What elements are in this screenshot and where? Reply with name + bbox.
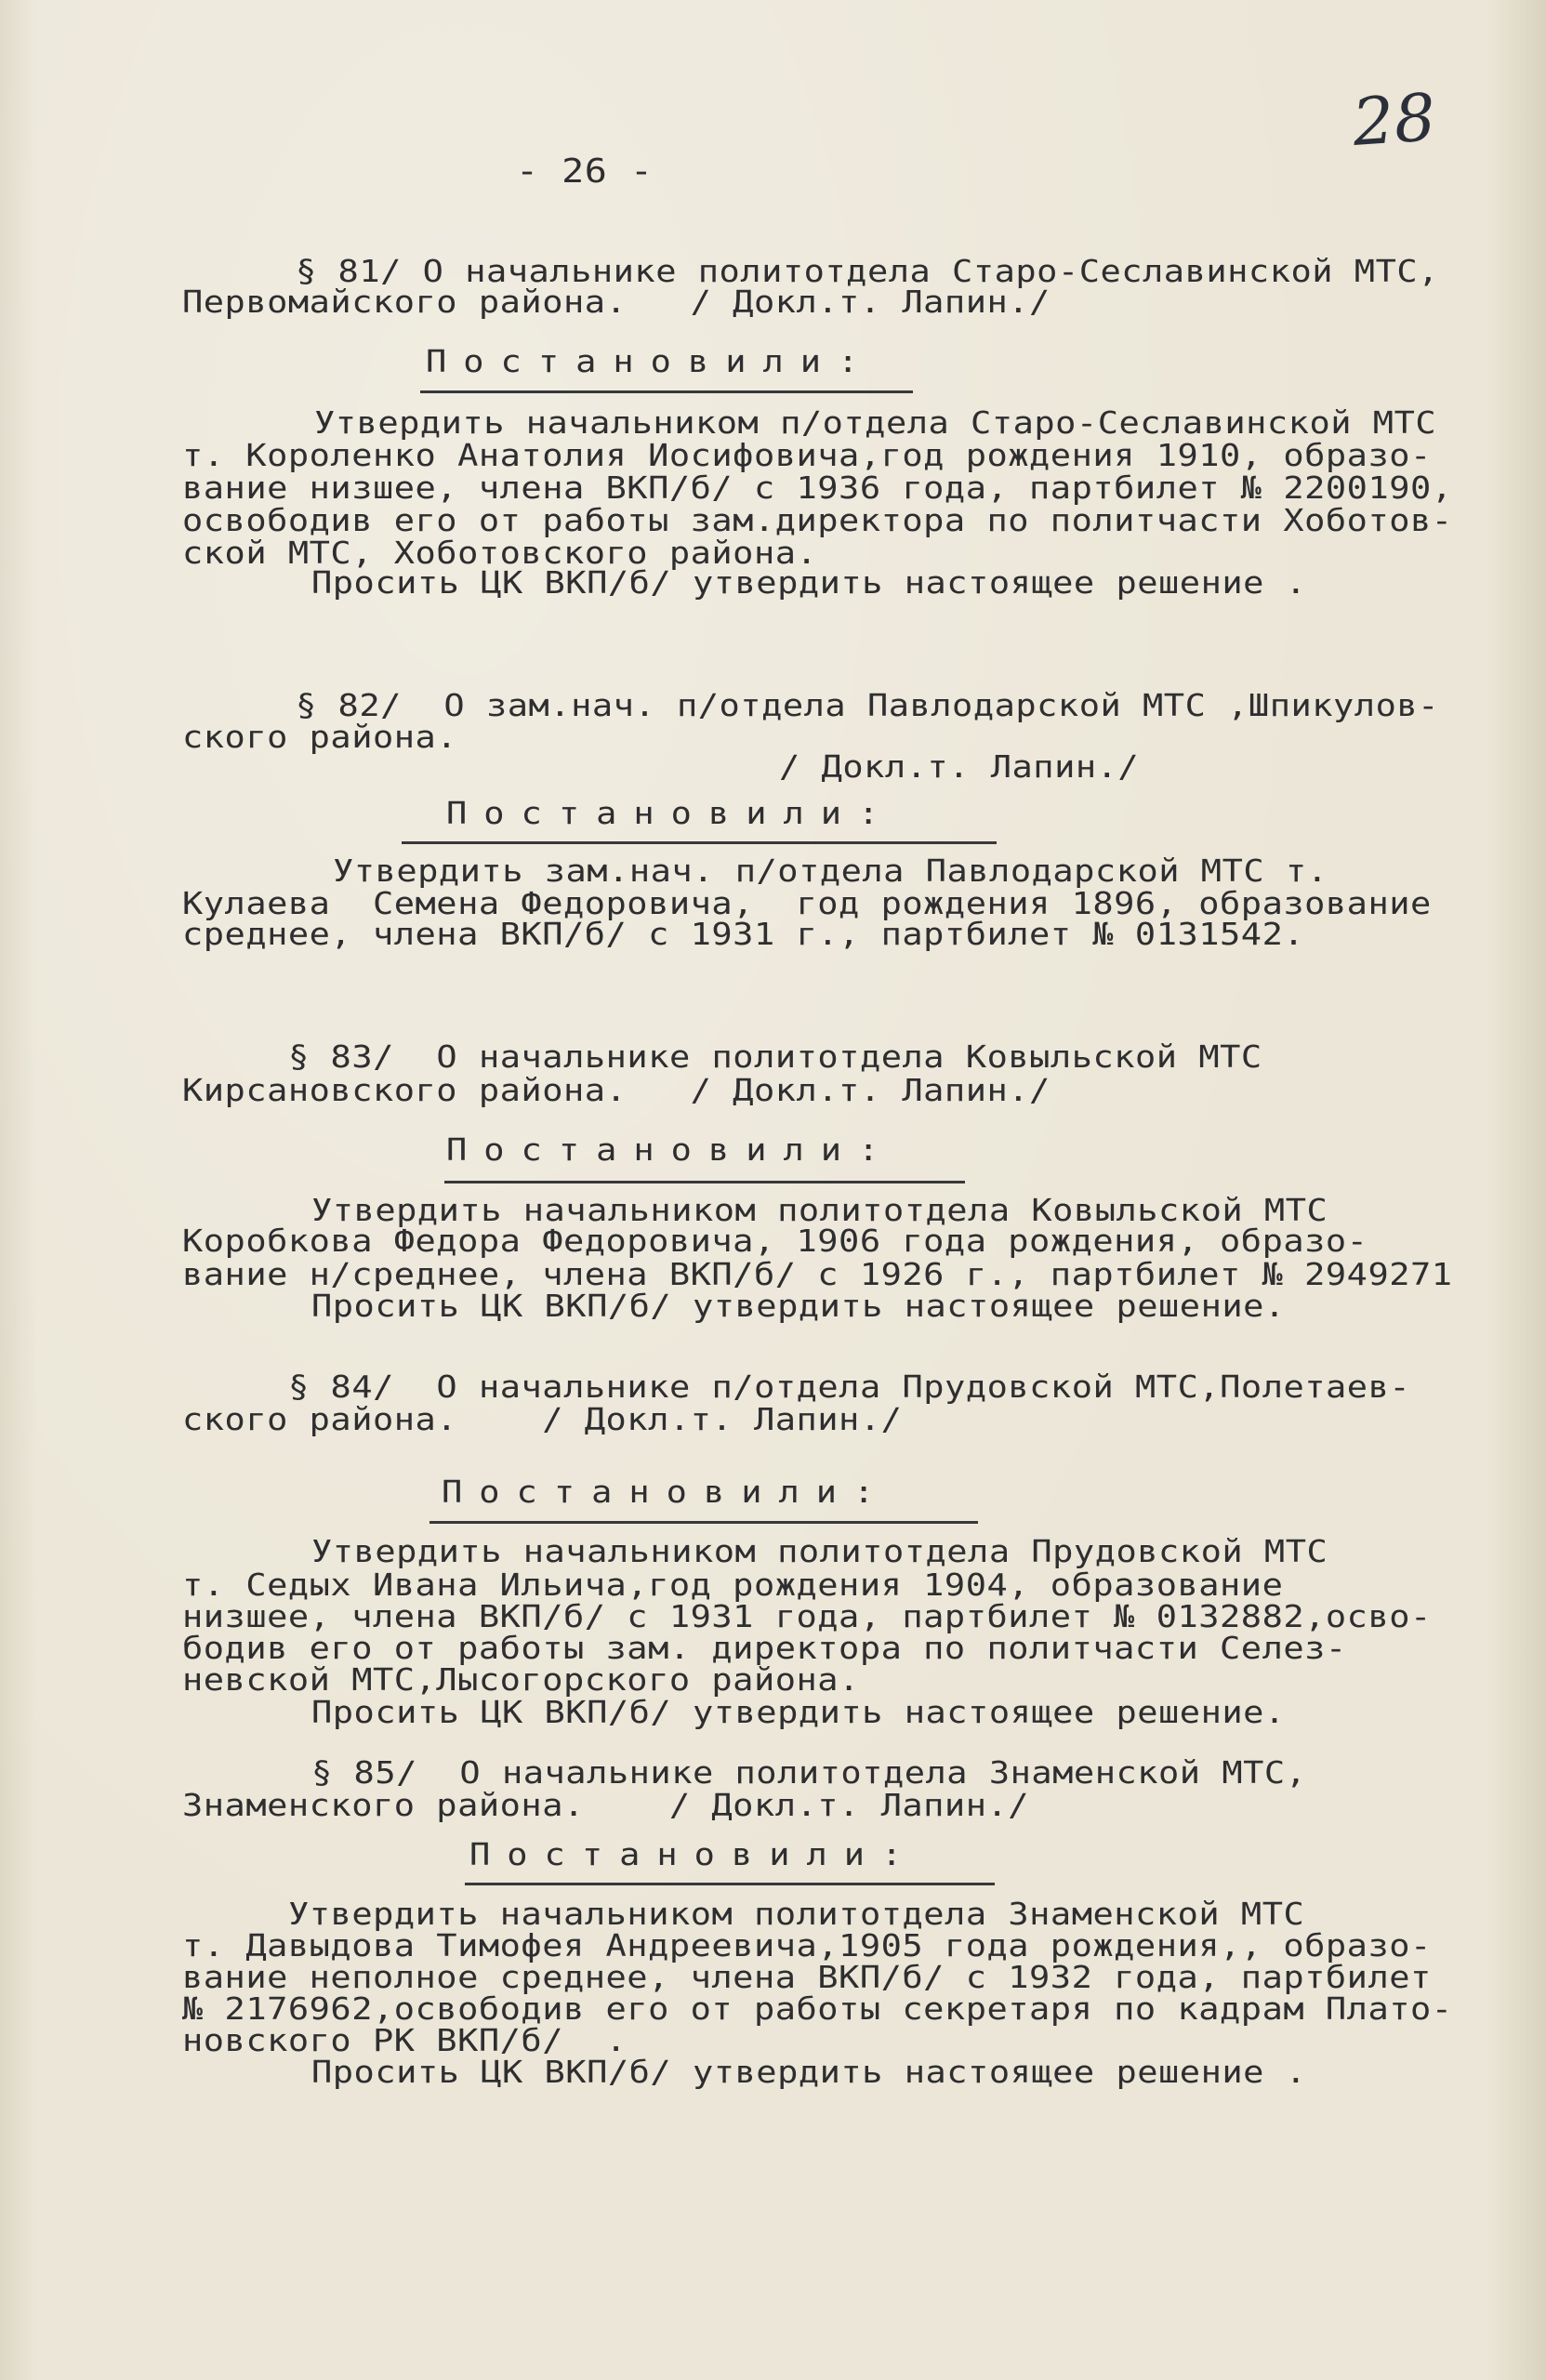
section-85-body: Утвердить начальником политотдела Знаменской МТС — [288, 1896, 1305, 1932]
section-82-body: Кулаева Семена Федоровича, год рождения 1896, образование — [182, 885, 1432, 921]
section-85-heading: Знаменского района. / Докл.т. Лапин./ — [182, 1787, 1030, 1823]
section-83-rule — [444, 1181, 965, 1183]
section-81-body: ской МТС, Хоботовского района. — [182, 535, 818, 571]
section-82-heading: § 82/ О зам.нач. п/отдела Павлодарской МТС ,Шпикулов- — [296, 687, 1439, 723]
section-85-body: № 2176962,освободив его от работы секретаря по кадрам Плато- — [182, 1990, 1453, 2027]
section-84-resolved: Постановили: — [442, 1474, 892, 1510]
section-84-body: бодив его от работы зам. директора по политчасти Селез- — [182, 1630, 1347, 1666]
archive-page-number: 28 — [1350, 78, 1438, 162]
section-82-body: среднее, члена ВКП/б/ с 1931 г., партбилет № 0131542. — [182, 916, 1305, 952]
section-84-body: Утвердить начальником политотдела Прудовской МТС — [311, 1533, 1328, 1569]
section-83-body: Просить ЦК ВКП/б/ утвердить настоящее решение. — [311, 1288, 1286, 1324]
section-84-body: т. Седых Ивана Ильича,год рождения 1904, образование — [182, 1567, 1284, 1603]
section-84-heading: ского района. / Докл.т. Лапин./ — [182, 1401, 903, 1437]
section-82-heading: ского района. — [182, 719, 458, 755]
section-84-rule — [429, 1521, 978, 1524]
section-85-rule — [465, 1883, 995, 1885]
section-83-body: вание н/среднее, члена ВКП/б/ с 1926 г., партбилет № 2949271 — [182, 1256, 1453, 1292]
page-number: - 26 - — [516, 152, 654, 191]
section-81-body: освободив его от работы зам.директора по политчасти Хоботов- — [182, 502, 1453, 538]
section-83-resolved: Постановили: — [446, 1131, 896, 1168]
section-83-heading: § 83/ О начальнике политотдела Ковыльской МТС — [288, 1038, 1262, 1075]
section-82-resolved: Постановили: — [446, 795, 896, 831]
section-83-body: Коробкова Федора Федоровича, 1906 года рождения, образо- — [182, 1223, 1368, 1259]
section-84-heading: § 84/ О начальнике п/отдела Прудовской МТС,Полетаев- — [288, 1368, 1411, 1405]
section-81-body: вание низшее, члена ВКП/б/ с 1936 года, партбилет № 2200190, — [182, 469, 1453, 506]
section-82-body: Утвердить зам.нач. п/отдела Павлодарской МТС т. — [333, 853, 1328, 889]
section-83-body: Утвердить начальником политотдела Ковыльской МТС — [311, 1192, 1328, 1228]
section-81-body: Просить ЦК ВКП/б/ утвердить настоящее решение . — [311, 564, 1307, 601]
section-85-body: Просить ЦК ВКП/б/ утвердить настоящее решение . — [311, 2054, 1307, 2090]
section-85-body: т. Давыдова Тимофея Андреевича,1905 года рождения,, образо- — [182, 1927, 1432, 1964]
section-85-body: вание неполное среднее, члена ВКП/б/ с 1932 года, партбилет — [182, 1959, 1432, 1995]
section-81-body: Утвердить начальником п/отдела Старо-Сеславинской МТС — [314, 404, 1437, 441]
section-82-heading: / Докл.т. Лапин./ — [779, 748, 1140, 785]
section-84-body: Просить ЦК ВКП/б/ утвердить настоящее решение. — [311, 1694, 1286, 1730]
section-85-body: новского РК ВКП/б/ . — [182, 2022, 628, 2058]
section-84-body: низшее, члена ВКП/б/ с 1931 года, партбилет № 0132882,осво- — [182, 1598, 1432, 1634]
section-81-heading: § 81/ О начальнике политотдела Старо-Сеславинской МТС, — [296, 253, 1439, 289]
section-82-rule — [402, 841, 997, 844]
section-84-body: невской МТС,Лысогорского района. — [182, 1661, 860, 1698]
section-81-body: т. Короленко Анатолия Иосифовича,год рождения 1910, образо- — [182, 437, 1432, 473]
section-81-heading: Первомайского района. / Докл.т. Лапин./ — [182, 284, 1050, 320]
section-81-rule — [420, 390, 913, 393]
section-83-heading: Кирсановского района. / Докл.т. Лапин./ — [182, 1072, 1050, 1108]
section-85-resolved: Постановили: — [469, 1836, 919, 1872]
section-81-resolved: Постановили: — [426, 343, 876, 379]
section-85-heading: § 85/ О начальнике политотдела Знаменской МТС, — [311, 1754, 1307, 1791]
